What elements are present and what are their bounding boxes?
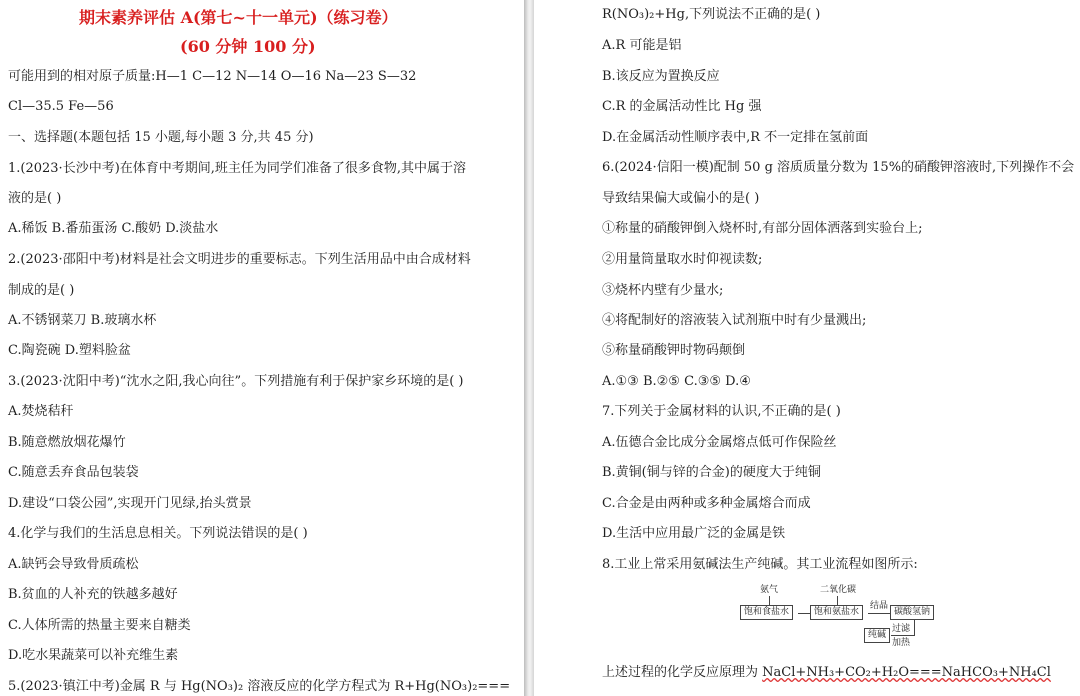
question-6-item-1: ①称量的硝酸钾倒入烧杯时,有部分固体洒落到实验台上; — [602, 221, 923, 236]
flow-label-crystallize: 结晶 — [870, 601, 889, 611]
question-7-option-a: A.伍德合金比成分金属熔点低可作保险丝 — [602, 435, 837, 450]
principle-equation: NaCl+NH₃+CO₂+H₂O===NaHCO₃+NH₄Cl — [762, 665, 1051, 680]
question-5-stem: 5.(2023·镇江中考)金属 R 与 Hg(NO₃)₂ 溶液反应的化学方程式为 R+Hg(NO₃)₂=== — [8, 679, 511, 694]
question-5-option-b: B.该反应为置换反应 — [602, 69, 720, 84]
flow-label-heat: 加热 — [892, 638, 911, 648]
question-3-stem: 3.(2023·沈阳中考)“沈水之阳,我心向往”。下列措施有利于保护家乡环境的是( ) — [8, 374, 464, 389]
arrow-co2-down — [837, 596, 838, 605]
question-7-stem: 7.下列关于金属材料的认识,不正确的是( ) — [602, 404, 841, 419]
question-1-options: A.稀饭 B.番茄蛋汤 C.酸奶 D.淡盐水 — [8, 221, 219, 236]
question-5-option-c: C.R 的金属活动性比 Hg 强 — [602, 99, 762, 114]
left-page — [0, 0, 524, 696]
question-8-principle — [602, 664, 1051, 682]
section-heading: 一、选择题(本题包括 15 小题,每小题 3 分,共 45 分) — [8, 130, 314, 145]
question-6-options: A.①③ B.②⑤ C.③⑤ D.④ — [602, 374, 751, 389]
arrow-to-soda-ash — [891, 635, 915, 636]
question-6-item-5: ⑤称量硝酸钾时物码颠倒 — [602, 343, 746, 358]
question-7-option-c: C.合金是由两种或多种金属熔合而成 — [602, 496, 811, 511]
ammonia-soda-flow-diagram — [740, 584, 960, 648]
question-1-stem-cont: 液的是( ) — [8, 191, 62, 206]
question-3-option-d: D.建设“口袋公园”,实现开门见绿,抬头赏景 — [8, 496, 252, 511]
connector-bicarbonate-down — [914, 620, 915, 635]
question-3-option-c: C.随意丢弃食品包装袋 — [8, 465, 139, 480]
page-gutter — [524, 0, 534, 696]
flow-box-ammoniated-brine: 饱和氨盐水 — [810, 605, 863, 620]
flow-box-saturated-brine: 饱和食盐水 — [740, 605, 793, 620]
question-2-options-ab: A.不锈钢菜刀 B.玻璃水杯 — [8, 313, 157, 328]
question-5-stem-cont: R(NO₃)₂+Hg,下列说法不正确的是( ) — [602, 7, 821, 22]
question-4-option-c: C.人体所需的热量主要来自糖类 — [8, 618, 191, 633]
question-3-option-b: B.随意燃放烟花爆竹 — [8, 435, 126, 450]
flow-label-ammonia: 氨气 — [760, 585, 779, 595]
question-6-item-4: ④将配制好的溶液装入试剂瓶中时有少量溅出; — [602, 313, 867, 328]
question-2-stem: 2.(2023·邵阳中考)材料是社会文明进步的重要标志。下列生活用品中由合成材料 — [8, 252, 471, 267]
principle-prefix: 上述过程的化学反应原理为 — [602, 665, 763, 680]
question-5-option-d: D.在金属活动性顺序表中,R 不一定排在氢前面 — [602, 130, 869, 145]
exam-title: 期末素养评估 A(第七~十一单元)（练习卷） — [79, 8, 398, 27]
question-7-option-b: B.黄铜(铜与锌的合金)的硬度大于纯铜 — [602, 465, 821, 480]
question-3-option-a: A.焚烧秸秆 — [8, 404, 74, 419]
question-4-stem: 4.化学与我们的生活息息相关。下列说法错误的是( ) — [8, 526, 308, 541]
arrow-brine-to-ammoniated — [798, 613, 810, 614]
question-6-item-2: ②用量筒量取水时仰视读数; — [602, 252, 763, 267]
question-4-option-b: B.贫血的人补充的铁越多越好 — [8, 587, 178, 602]
question-5-option-a: A.R 可能是铝 — [602, 38, 682, 53]
flow-box-soda-ash: 纯碱 — [864, 628, 890, 643]
atomic-mass-line-1: 可能用到的相对原子质量:H—1 C—12 N—14 O—16 Na—23 S—32 — [8, 69, 417, 84]
question-4-option-a: A.缺钙会导致骨质疏松 — [8, 557, 139, 572]
question-6-stem-cont: 导致结果偏大或偏小的是( ) — [602, 191, 760, 206]
flow-box-sodium-bicarbonate: 碳酸氢钠 — [890, 605, 934, 620]
question-6-item-3: ③烧杯内壁有少量水; — [602, 283, 724, 298]
arrow-ammonia-down — [769, 596, 770, 605]
question-1-stem: 1.(2023·长沙中考)在体育中考期间,班主任为同学们准备了很多食物,其中属于溶 — [8, 161, 467, 176]
question-2-options-cd: C.陶瓷碗 D.塑料脸盆 — [8, 343, 131, 358]
exam-subtitle: (60 分钟 100 分) — [180, 37, 316, 56]
question-4-option-d: D.吃水果蔬菜可以补充维生素 — [8, 648, 179, 663]
atomic-mass-line-2: Cl—35.5 Fe—56 — [8, 99, 114, 114]
flow-label-co2: 二氧化碳 — [820, 585, 857, 595]
flow-label-filter: 过滤 — [892, 624, 911, 634]
arrow-to-bicarbonate — [868, 613, 890, 614]
question-7-option-d: D.生活中应用最广泛的金属是铁 — [602, 526, 786, 541]
question-6-stem: 6.(2024·信阳一模)配制 50 g 溶质质量分数为 15%的硝酸钾溶液时,下列操作不会 — [602, 160, 1075, 175]
question-2-stem-cont: 制成的是( ) — [8, 283, 75, 298]
question-8-stem: 8.工业上常采用氨碱法生产纯碱。其工业流程如图所示: — [602, 557, 918, 572]
